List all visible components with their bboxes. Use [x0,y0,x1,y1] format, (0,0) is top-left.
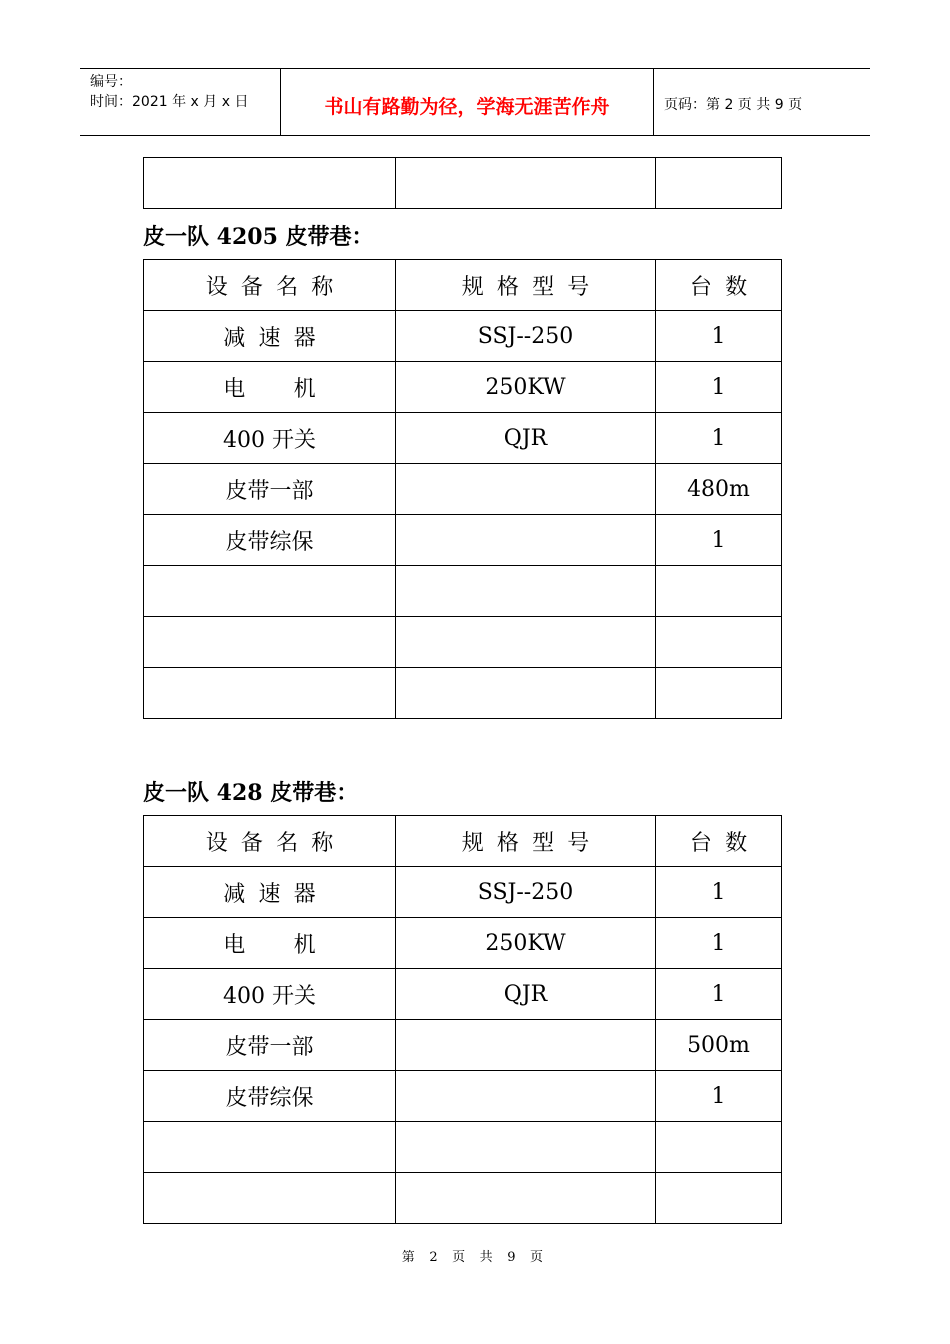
quantity: 480m [656,464,782,515]
table-row [144,464,782,515]
section-title-428: 皮一队 428 皮带巷： [143,780,359,806]
table-row [144,311,782,362]
quantity: 1 [656,413,782,464]
equipment-table-428 [143,815,782,1224]
header-equipment-name: 设备名称 [144,816,396,867]
header-quantity: 台数 [656,816,782,867]
spec-model [396,1122,656,1173]
spec-model [396,1173,656,1224]
table-row [144,566,782,617]
equipment-name: 减速器 [144,867,396,918]
quantity: 1 [656,515,782,566]
number-label: 编号： [90,74,132,90]
quantity: 500m [656,1020,782,1071]
table-row [144,413,782,464]
quantity: 1 [656,1071,782,1122]
equipment-name: 400 开关 [144,969,396,1020]
table-row [144,668,782,719]
quantity: 1 [656,867,782,918]
equipment-name: 皮带一部 [144,464,396,515]
header-spec-model: 规格型号 [396,816,656,867]
table-cell [144,158,396,209]
equipment-name: 电机 [144,362,396,413]
table-row [144,515,782,566]
equipment-name: 400 开关 [144,413,396,464]
quantity [656,1173,782,1224]
quantity [656,1122,782,1173]
spec-model [396,668,656,719]
equipment-name: 减速器 [144,311,396,362]
table-row [144,1173,782,1224]
table-header-row [144,260,782,311]
carryover-table [143,157,782,209]
table-row [144,1020,782,1071]
quantity [656,566,782,617]
quantity: 1 [656,969,782,1020]
spec-model: SSJ--250 [396,867,656,918]
table-row [144,158,782,209]
table-row [144,617,782,668]
equipment-name: 电机 [144,918,396,969]
table-row [144,1071,782,1122]
spec-model [396,1020,656,1071]
time-label: 时间：2021 年 x 月 x 日 [90,94,249,110]
table-row [144,362,782,413]
spec-model: QJR [396,969,656,1020]
table-header-row [144,816,782,867]
header-page-info: 页码：第 2 页 共 9 页 [664,97,803,113]
spec-model [396,515,656,566]
page-footer: 第 2 页 共 9 页 [401,1250,549,1265]
equipment-name: 皮带综保 [144,515,396,566]
equipment-name [144,1173,396,1224]
equipment-name: 皮带综保 [144,1071,396,1122]
equipment-name [144,617,396,668]
quantity [656,668,782,719]
table-row [144,1122,782,1173]
header-motto: 书山有路勤为径，学海无涯苦作舟 [281,69,654,135]
spec-model: SSJ--250 [396,311,656,362]
quantity: 1 [656,311,782,362]
page-header [80,68,870,136]
spec-model [396,617,656,668]
spec-model: 250KW [396,362,656,413]
spec-model: 250KW [396,918,656,969]
header-spec-model: 规格型号 [396,260,656,311]
table-cell [396,158,656,209]
quantity: 1 [656,362,782,413]
header-equipment-name: 设备名称 [144,260,396,311]
equipment-name [144,668,396,719]
spec-model [396,566,656,617]
header-quantity: 台数 [656,260,782,311]
quantity [656,617,782,668]
table-cell [656,158,782,209]
section-title-4205: 皮一队 4205 皮带巷： [143,224,374,250]
header-meta [80,69,281,135]
equipment-table-4205 [143,259,782,719]
equipment-name [144,1122,396,1173]
table-row [144,969,782,1020]
spec-model [396,1071,656,1122]
quantity: 1 [656,918,782,969]
table-row [144,867,782,918]
equipment-name: 皮带一部 [144,1020,396,1071]
table-row [144,918,782,969]
spec-model [396,464,656,515]
spec-model: QJR [396,413,656,464]
equipment-name [144,566,396,617]
